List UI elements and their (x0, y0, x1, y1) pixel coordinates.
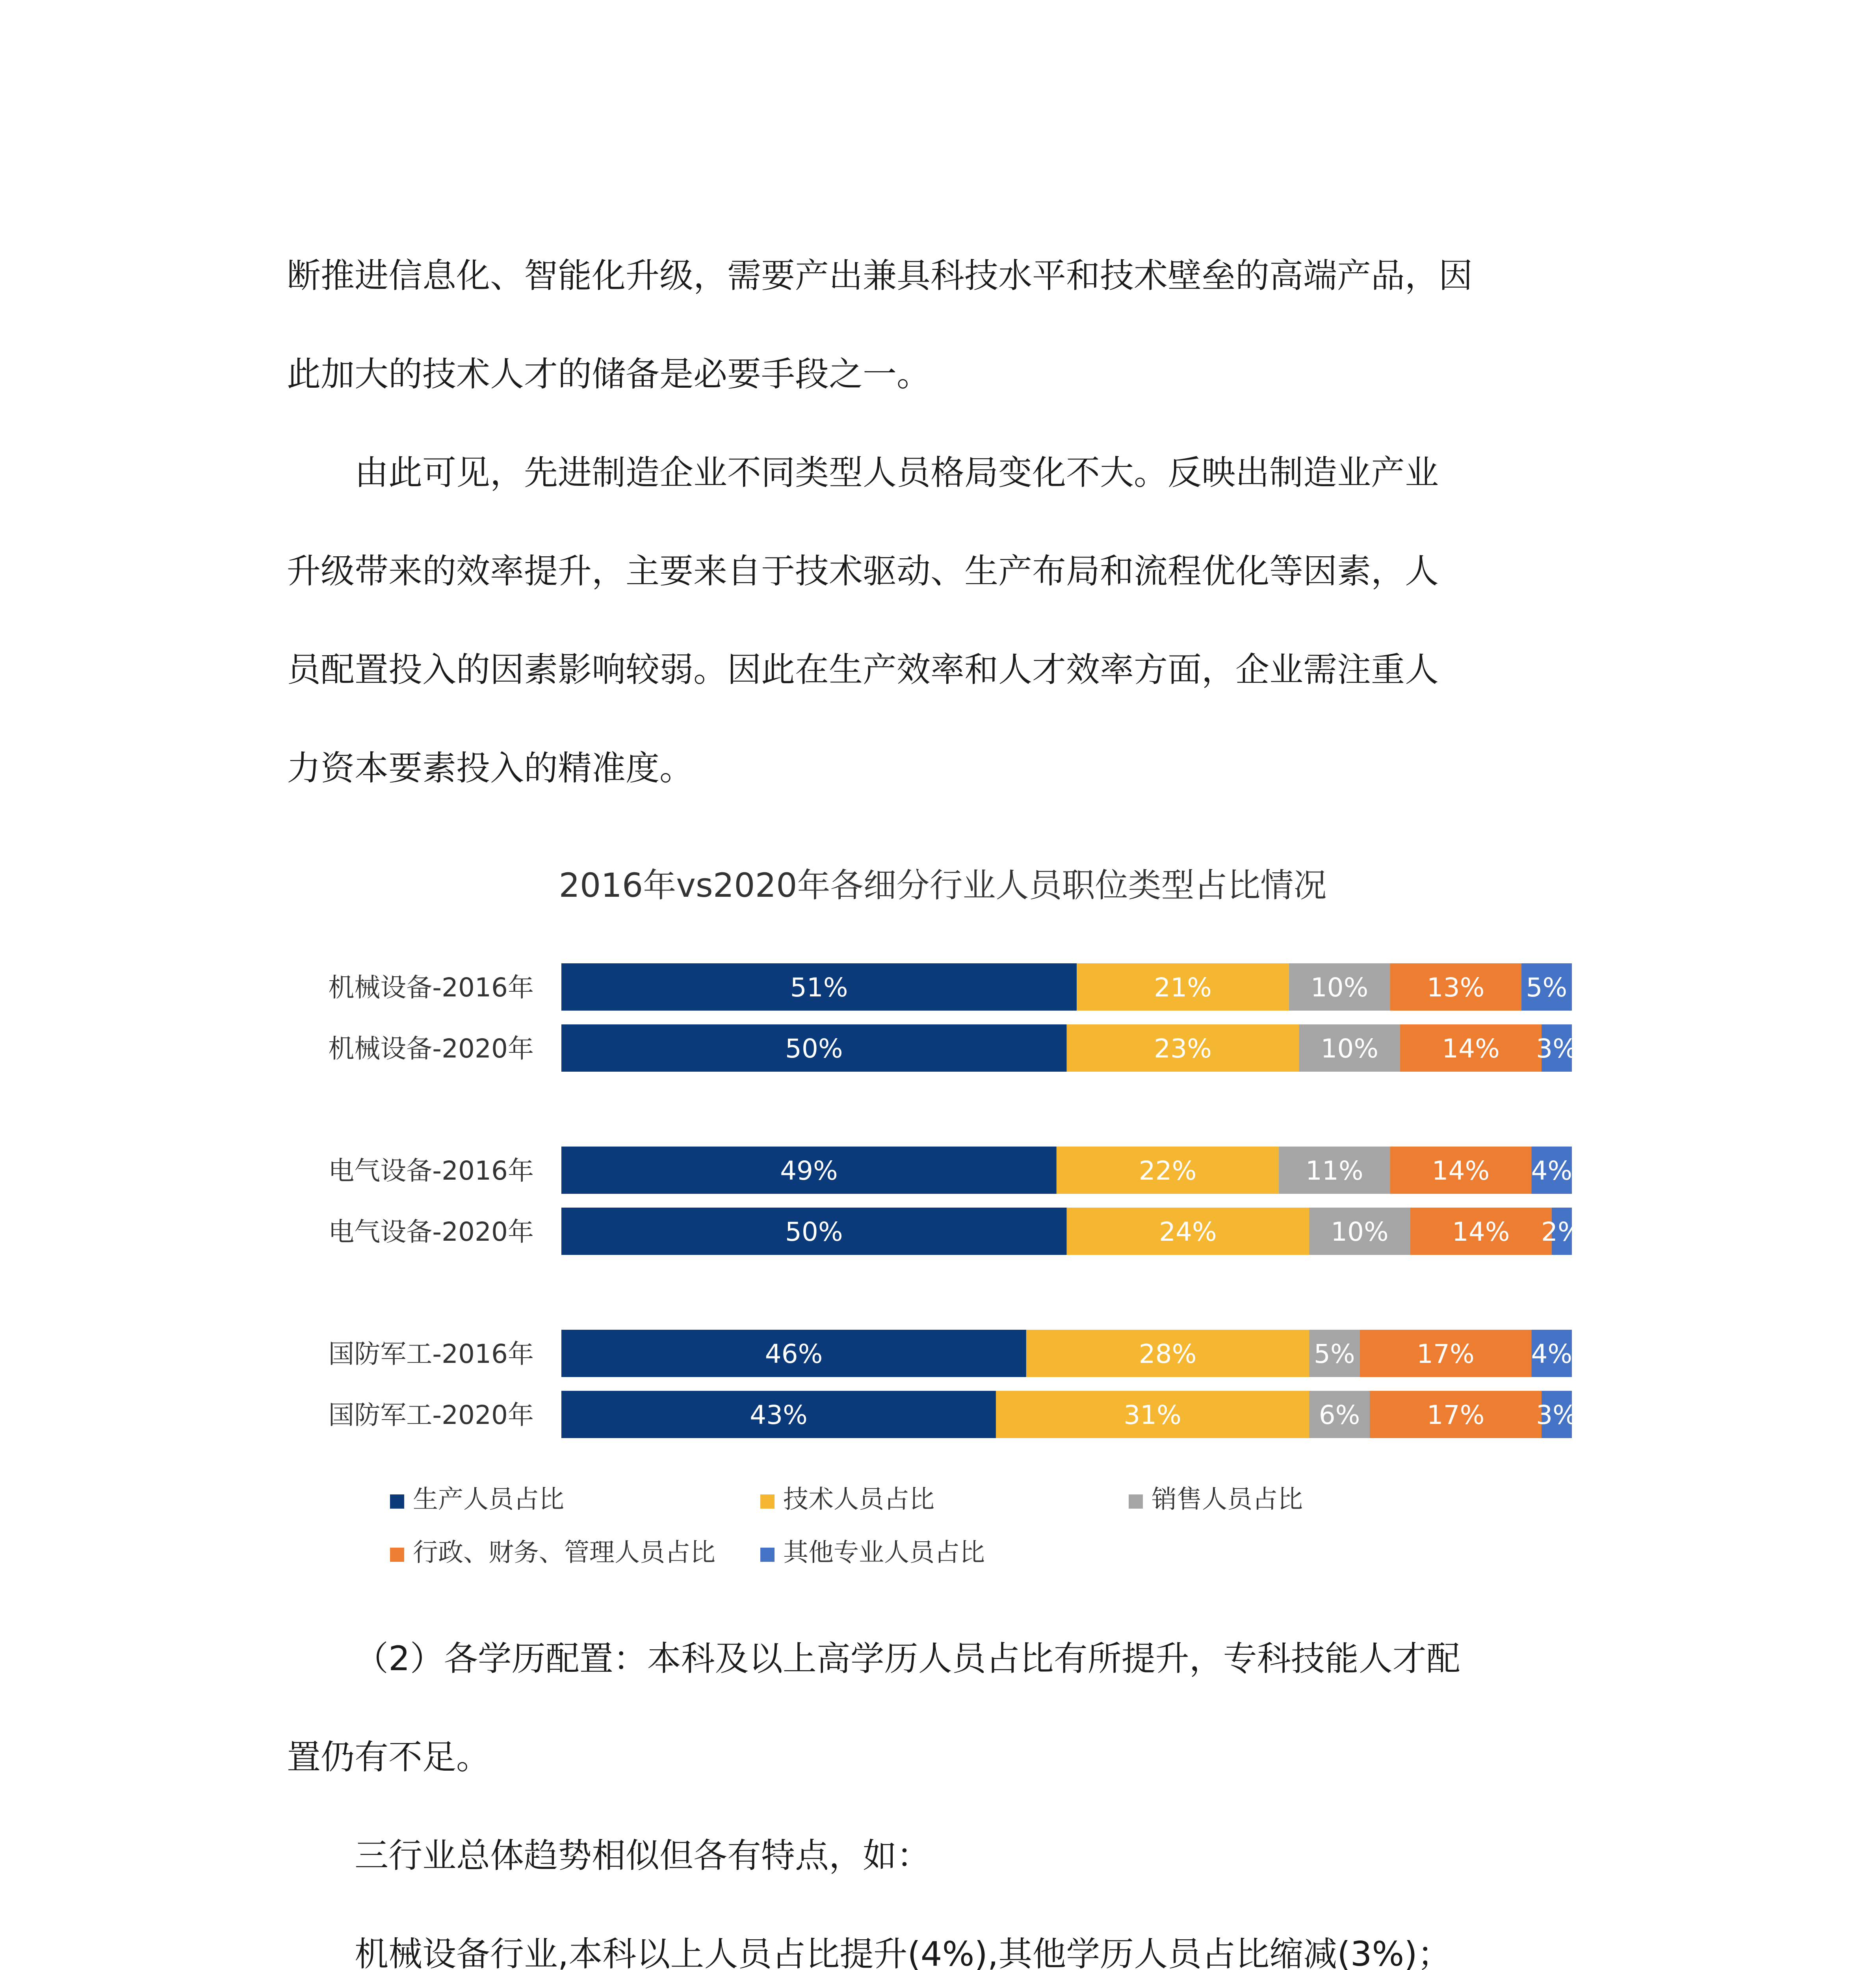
chart-title: 2016年vs2020年各细分行业人员职位类型占比情况 (559, 866, 1327, 905)
paragraph-line: 断推进信息化、智能化升级，需要产出兼具科技水平和技术壁垒的高端产品，因 (287, 256, 1473, 296)
data-label: 21% (1154, 972, 1212, 1003)
data-label: 10% (1330, 1217, 1389, 1247)
data-label: 17% (1417, 1339, 1475, 1369)
data-label: 43% (750, 1400, 808, 1430)
paragraph-line: 三行业总体趋势相似但各有特点，如： (355, 1836, 931, 1875)
data-label: 46% (765, 1339, 823, 1369)
paragraph-line: 力资本要素投入的精准度。 (287, 749, 693, 788)
category-label: 电气设备-2020年 (328, 1217, 534, 1247)
data-label: 17% (1427, 1400, 1485, 1430)
data-label: 28% (1139, 1339, 1197, 1369)
paragraph-line: 由此可见，先进制造企业不同类型人员格局变化不大。反映出制造业产业 (355, 453, 1439, 492)
legend-swatch (760, 1494, 775, 1509)
legend-entry: 销售人员占比 (1152, 1485, 1303, 1514)
data-label: 4% (1531, 1339, 1573, 1369)
data-label: 51% (790, 972, 848, 1003)
legend-swatch (390, 1494, 404, 1509)
category-label: 电气设备-2016年 (328, 1156, 534, 1186)
data-label: 11% (1305, 1156, 1363, 1186)
data-label: 31% (1124, 1400, 1181, 1430)
paragraph-line: 升级带来的效率提升，主要来自于技术驱动、生产布局和流程优化等因素，人 (287, 552, 1439, 591)
data-label: 10% (1310, 972, 1369, 1003)
paragraph-line: 此加大的技术人才的储备是必要手段之一。 (287, 355, 931, 394)
paragraph-line: 机械设备行业,本科以上人员占比提升(4%),其他学历人员占比缩减(3%)； (355, 1935, 1451, 1970)
data-label: 14% (1442, 1033, 1500, 1064)
legend-swatch (390, 1548, 404, 1562)
legend-entry: 生产人员占比 (413, 1485, 564, 1514)
data-label: 14% (1432, 1156, 1490, 1186)
paragraph-line: （2）各学历配置：本科及以上高学历人员占比有所提升，专科技能人才配 (355, 1639, 1460, 1678)
legend-entry: 技术人员占比 (783, 1485, 934, 1514)
data-label: 50% (785, 1033, 843, 1064)
data-label: 10% (1321, 1033, 1379, 1064)
legend-entry: 行政、财务、管理人员占比 (413, 1538, 715, 1567)
data-label: 5% (1313, 1339, 1355, 1369)
paragraph-line: 员配置投入的因素影响较弱。因此在生产效率和人才效率方面，企业需注重人 (287, 650, 1439, 690)
data-label: 5% (1526, 972, 1568, 1003)
data-label: 50% (785, 1217, 843, 1247)
data-label: 14% (1452, 1217, 1510, 1247)
data-label: 49% (780, 1156, 838, 1186)
data-label: 24% (1159, 1217, 1217, 1247)
data-label: 6% (1319, 1400, 1360, 1430)
data-label: 3% (1536, 1033, 1577, 1064)
data-label: 4% (1531, 1156, 1573, 1186)
data-label: 2% (1541, 1217, 1583, 1247)
category-label: 机械设备-2020年 (328, 1033, 534, 1064)
legend-entry: 其他专业人员占比 (783, 1538, 985, 1567)
legend-swatch (1129, 1494, 1143, 1509)
category-label: 国防军工-2016年 (328, 1339, 534, 1369)
category-label: 国防军工-2020年 (328, 1400, 534, 1430)
legend-swatch (760, 1548, 775, 1562)
data-label: 22% (1139, 1156, 1197, 1186)
data-label: 13% (1427, 972, 1485, 1003)
category-label: 机械设备-2016年 (328, 972, 534, 1003)
data-label: 3% (1536, 1400, 1577, 1430)
paragraph-line: 置仍有不足。 (287, 1738, 490, 1777)
data-label: 23% (1154, 1033, 1212, 1064)
